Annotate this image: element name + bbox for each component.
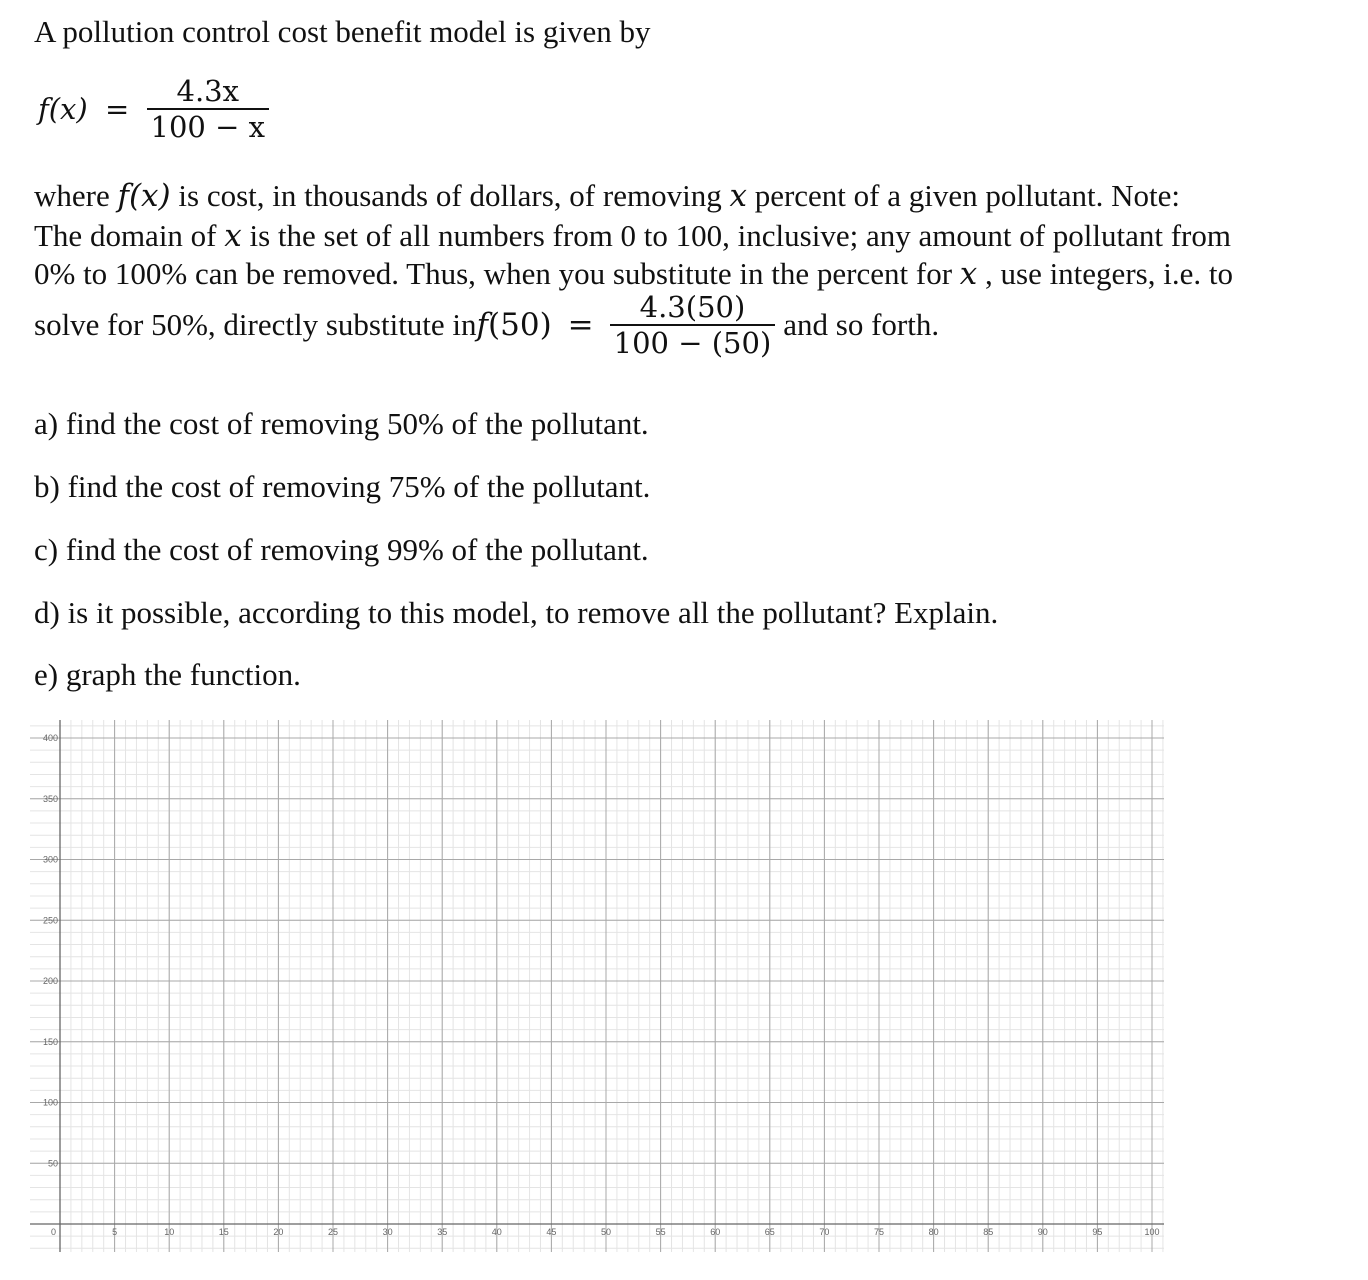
paragraph-line-3: 0% to 100% can be removed. Thus, when you substitute in the percent for x , use integers, i.e. to — [34, 256, 1233, 292]
x-tick-label: 25 — [327, 1227, 339, 1237]
intro-text: A pollution control cost benefit model is given by — [34, 14, 651, 49]
x-tick-label: 85 — [983, 1227, 994, 1237]
x-tick-label: 35 — [437, 1227, 448, 1237]
y-tick-label: 150 — [42, 1036, 58, 1047]
y-tick-labels — [43, 733, 58, 1168]
x-tick-label: 95 — [1092, 1227, 1103, 1237]
question-a: a) find the cost of removing 50% of the pollutant. — [34, 406, 649, 441]
x-tick-label: 10 — [164, 1227, 175, 1237]
y-tick-label: 100 — [42, 1097, 58, 1108]
formula-lhs: f(x) — [38, 92, 88, 126]
axes — [30, 720, 1164, 1252]
y-tick-label: 300 — [42, 854, 58, 865]
x-tick-label: 5 — [112, 1227, 118, 1237]
x-tick-label: 0 — [50, 1227, 56, 1237]
formula-denominator: 100 − x — [150, 110, 265, 144]
x-tick-label: 55 — [655, 1227, 666, 1237]
question-d: d) is it possible, according to this model, to remove all the pollutant? Explain. — [34, 595, 999, 630]
x-tick-label: 45 — [546, 1227, 557, 1237]
formula-numerator: 4.3x — [176, 74, 239, 108]
question-e: e) graph the function. — [34, 657, 301, 692]
cost-formula — [38, 74, 269, 144]
x-tick-label: 30 — [382, 1227, 393, 1237]
y-tick-label: 400 — [42, 733, 58, 743]
x-tick-label: 65 — [764, 1227, 775, 1237]
x-tick-label: 75 — [873, 1227, 885, 1237]
x-tick-label: 50 — [600, 1227, 612, 1237]
minor-grid-lines — [30, 720, 1164, 1252]
example-fraction: $\frac{4.3(50)}{100 - (50)}$ — [610, 290, 776, 360]
x-tick-label: 80 — [928, 1227, 939, 1237]
x-tick-label: 20 — [273, 1227, 284, 1237]
x-tick-label: 40 — [491, 1227, 502, 1237]
x-tick-label: 15 — [218, 1227, 229, 1237]
question-c: c) find the cost of removing 99% of the pollutant. — [34, 532, 649, 567]
x-tick-labels — [51, 1227, 1160, 1237]
paragraph-line-2: The domain of x is the set of all numbers from 0 to 100, inclusive; any amount of pollutant from — [34, 218, 1231, 254]
major-grid-lines — [30, 720, 1164, 1252]
question-b: b) find the cost of removing 75% of the pollutant. — [34, 469, 651, 504]
y-tick-label: 50 — [47, 1158, 58, 1169]
paragraph-line-4: solve for 50%, directly substitute inf(50) = $\frac{4.3(50)}{100 - (50)}$ and so forth. — [34, 290, 940, 360]
formula-equals: = — [104, 92, 130, 126]
x-tick-label: 60 — [710, 1227, 721, 1237]
y-tick-label: 250 — [42, 915, 58, 926]
x-tick-label: 70 — [819, 1227, 830, 1237]
x-tick-label: 100 — [1144, 1227, 1160, 1237]
blank-graph-grid — [30, 720, 1170, 1260]
y-tick-label: 350 — [42, 793, 58, 804]
x-tick-label: 90 — [1037, 1227, 1048, 1237]
paragraph-line-1: where f(x) is cost, in thousands of dollars, of removing x percent of a given pollutant. Note: — [34, 178, 1180, 214]
y-tick-label: 200 — [42, 976, 58, 986]
